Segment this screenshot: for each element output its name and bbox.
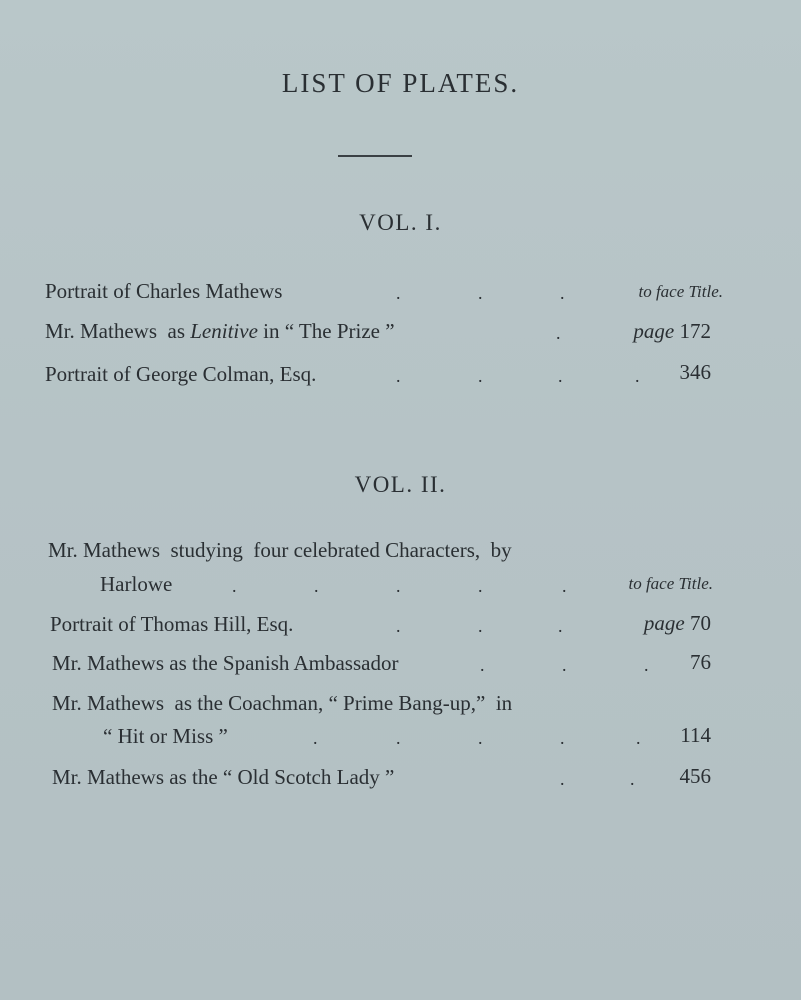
page-ref: to face Title. xyxy=(638,282,723,301)
page-label: page xyxy=(643,611,685,635)
vol1-heading: VOL. I. xyxy=(359,210,442,235)
vol2-heading: VOL. II. xyxy=(354,472,447,497)
list-item xyxy=(52,651,398,676)
entry-title: Mr. Mathews as the Coachman, “ Prime Bang-up,” in xyxy=(52,691,513,715)
page-number: 172 xyxy=(679,319,711,343)
page-ref: 114 xyxy=(680,723,711,747)
list-item xyxy=(45,319,395,344)
entry-title: Mr. Mathews as the “ Old Scotch Lady ” xyxy=(52,765,395,789)
list-item xyxy=(45,362,316,387)
page-title: LIST OF PLATES. xyxy=(281,68,520,98)
page-number: 70 xyxy=(690,611,711,635)
page-ref: to face Title. xyxy=(628,574,713,593)
entry-title-rest: in “ The Prize ” xyxy=(257,319,395,343)
entry-role: Lenitive xyxy=(190,319,258,343)
list-item xyxy=(45,279,282,304)
title-rule xyxy=(338,155,412,157)
entry-title: Mr. Mathews studying four celebrated Characters, by xyxy=(48,538,512,562)
entry-title-line2: Harlowe xyxy=(100,572,173,596)
entry-title: Portrait of Thomas Hill, Esq. xyxy=(50,612,294,636)
page-ref: 456 xyxy=(679,764,711,788)
entry-title: Portrait of Charles Mathews xyxy=(45,279,283,303)
page-ref xyxy=(633,319,711,344)
list-item xyxy=(52,765,394,790)
book-page: LIST OF PLATES. VOL. I. Portrait of Charles Mathews . . . to face Title. Mr. Mathews as Lenitive in “ The Prize ” . page 172 Portrait of George Colman, Esq. . . . . 346 VOL. II. Mr. Mathews studying four celebrated Characters, by Harlowe . . . . . to face Title. Portrait of Thomas Hill, Esq. . . . page 70 Mr. Mathews as the Spanish Ambassador . . . 76 Mr. Mathews as the Coachman, “ Prime Bang-up,” in “ Hit or Miss ” . . . . . 114 Mr. Mathews as the “ Old Scotch Lady ” . . 456 xyxy=(0,0,801,1000)
page-label: page xyxy=(633,319,675,343)
entry-title: Mr. Mathews as xyxy=(45,319,191,343)
page-ref: 76 xyxy=(690,650,711,674)
entry-title-line2: “ Hit or Miss ” xyxy=(103,724,228,748)
list-item xyxy=(50,612,293,637)
entry-title: Portrait of George Colman, Esq. xyxy=(45,362,317,386)
list-item xyxy=(48,538,512,563)
page-ref xyxy=(644,611,711,636)
page-ref: 346 xyxy=(679,360,711,384)
entry-title: Mr. Mathews as the Spanish Ambassador xyxy=(52,651,399,675)
list-item-continuation xyxy=(100,572,172,597)
list-item-continuation xyxy=(103,724,228,749)
list-item xyxy=(52,691,512,716)
